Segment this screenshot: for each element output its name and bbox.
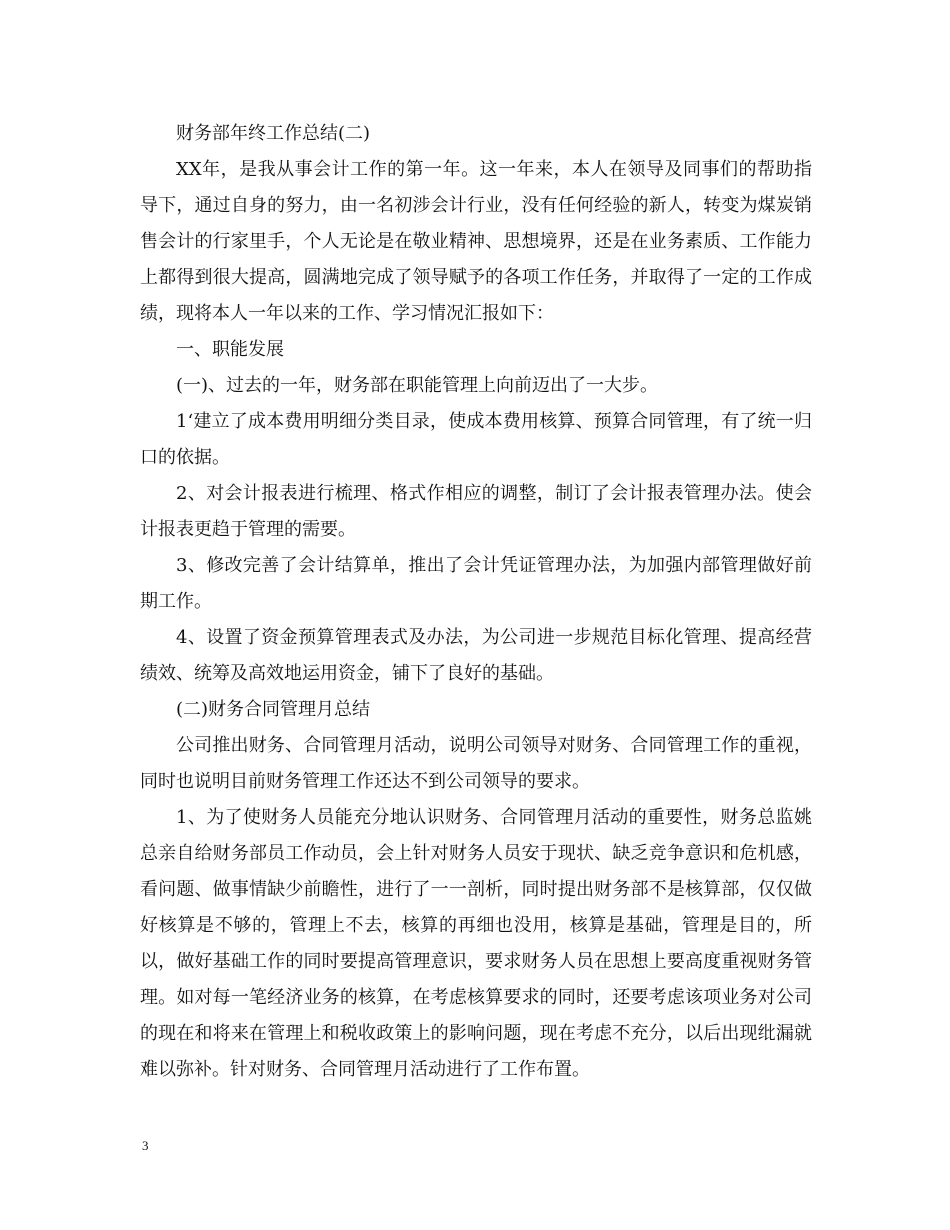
paragraph-intro: XX年，是我从事会计工作的第一年。这一年来，本人在领导及同事们的帮助指导下，通过自身的努力，由一名初涉会计行业，没有任何经验的新人，转变为煤炭销售会计的行家里手，个人无论是在敬业精神、思想境界，还是在业务素质、工作能力上都得到很大提高，圆满地完成了领导赋予的各项工作任务，并取得了一定的工作成绩，现将本人一年以来的工作、学习情况汇报如下：: [140, 159, 812, 324]
subsection-heading-contract-month: (二)财务合同管理月总结: [176, 699, 371, 720]
list-item-3: 3、修改完善了会计结算单，推出了会计凭证管理办法，为加强内部管理做好前期工作。: [140, 555, 812, 612]
paragraph-contract-month: 公司推出财务、合同管理月活动，说明公司领导对财务、合同管理工作的重视，同时也说明目前财务管理工作还达不到公司领导的要求。: [140, 735, 812, 792]
document-title: 财务部年终工作总结(二): [176, 123, 371, 144]
subsection-heading-past-year: (一)、过去的一年，财务部在职能管理上向前迈出了一大步。: [176, 375, 659, 396]
section-heading-functional-development: 一、职能发展: [176, 339, 284, 360]
list-item-1: 1‘建立了成本费用明细分类目录，使成本费用核算、预算合同管理，有了统一归口的依据。: [140, 411, 812, 468]
paragraph-mobilization: 1、为了使财务人员能充分地认识财务、合同管理月活动的重要性，财务总监姚总亲自给财务部员工作动员，会上针对财务人员安于现状、缺乏竞争意识和危机感，看问题、做事情缺少前瞻性，进行了一一剖析，同时提出财务部不是核算部，仅仅做好核算是不够的，管理上不去，核算的再细也没用，核算是基础，管理是目的，所以，做好基础工作的同时要提高管理意识，要求财务人员在思想上要高度重视财务管理。如对每一笔经济业务的核算，在考虑核算要求的同时，还要考虑该项业务对公司的现在和将来在管理上和税收政策上的影响问题，现在考虑不充分，以后出现纰漏就难以弥补。针对财务、合同管理月活动进行了工作布置。: [140, 807, 812, 1080]
list-item-2: 2、对会计报表进行梳理、格式作相应的调整，制订了会计报表管理办法。使会计报表更趋于管理的需要。: [140, 483, 812, 540]
page-number: 3: [142, 1138, 149, 1153]
document-body: [140, 116, 812, 1088]
list-item-4: 4、设置了资金预算管理表式及办法，为公司进一步规范目标化管理、提高经营绩效、统筹及高效地运用资金，铺下了良好的基础。: [140, 627, 812, 684]
